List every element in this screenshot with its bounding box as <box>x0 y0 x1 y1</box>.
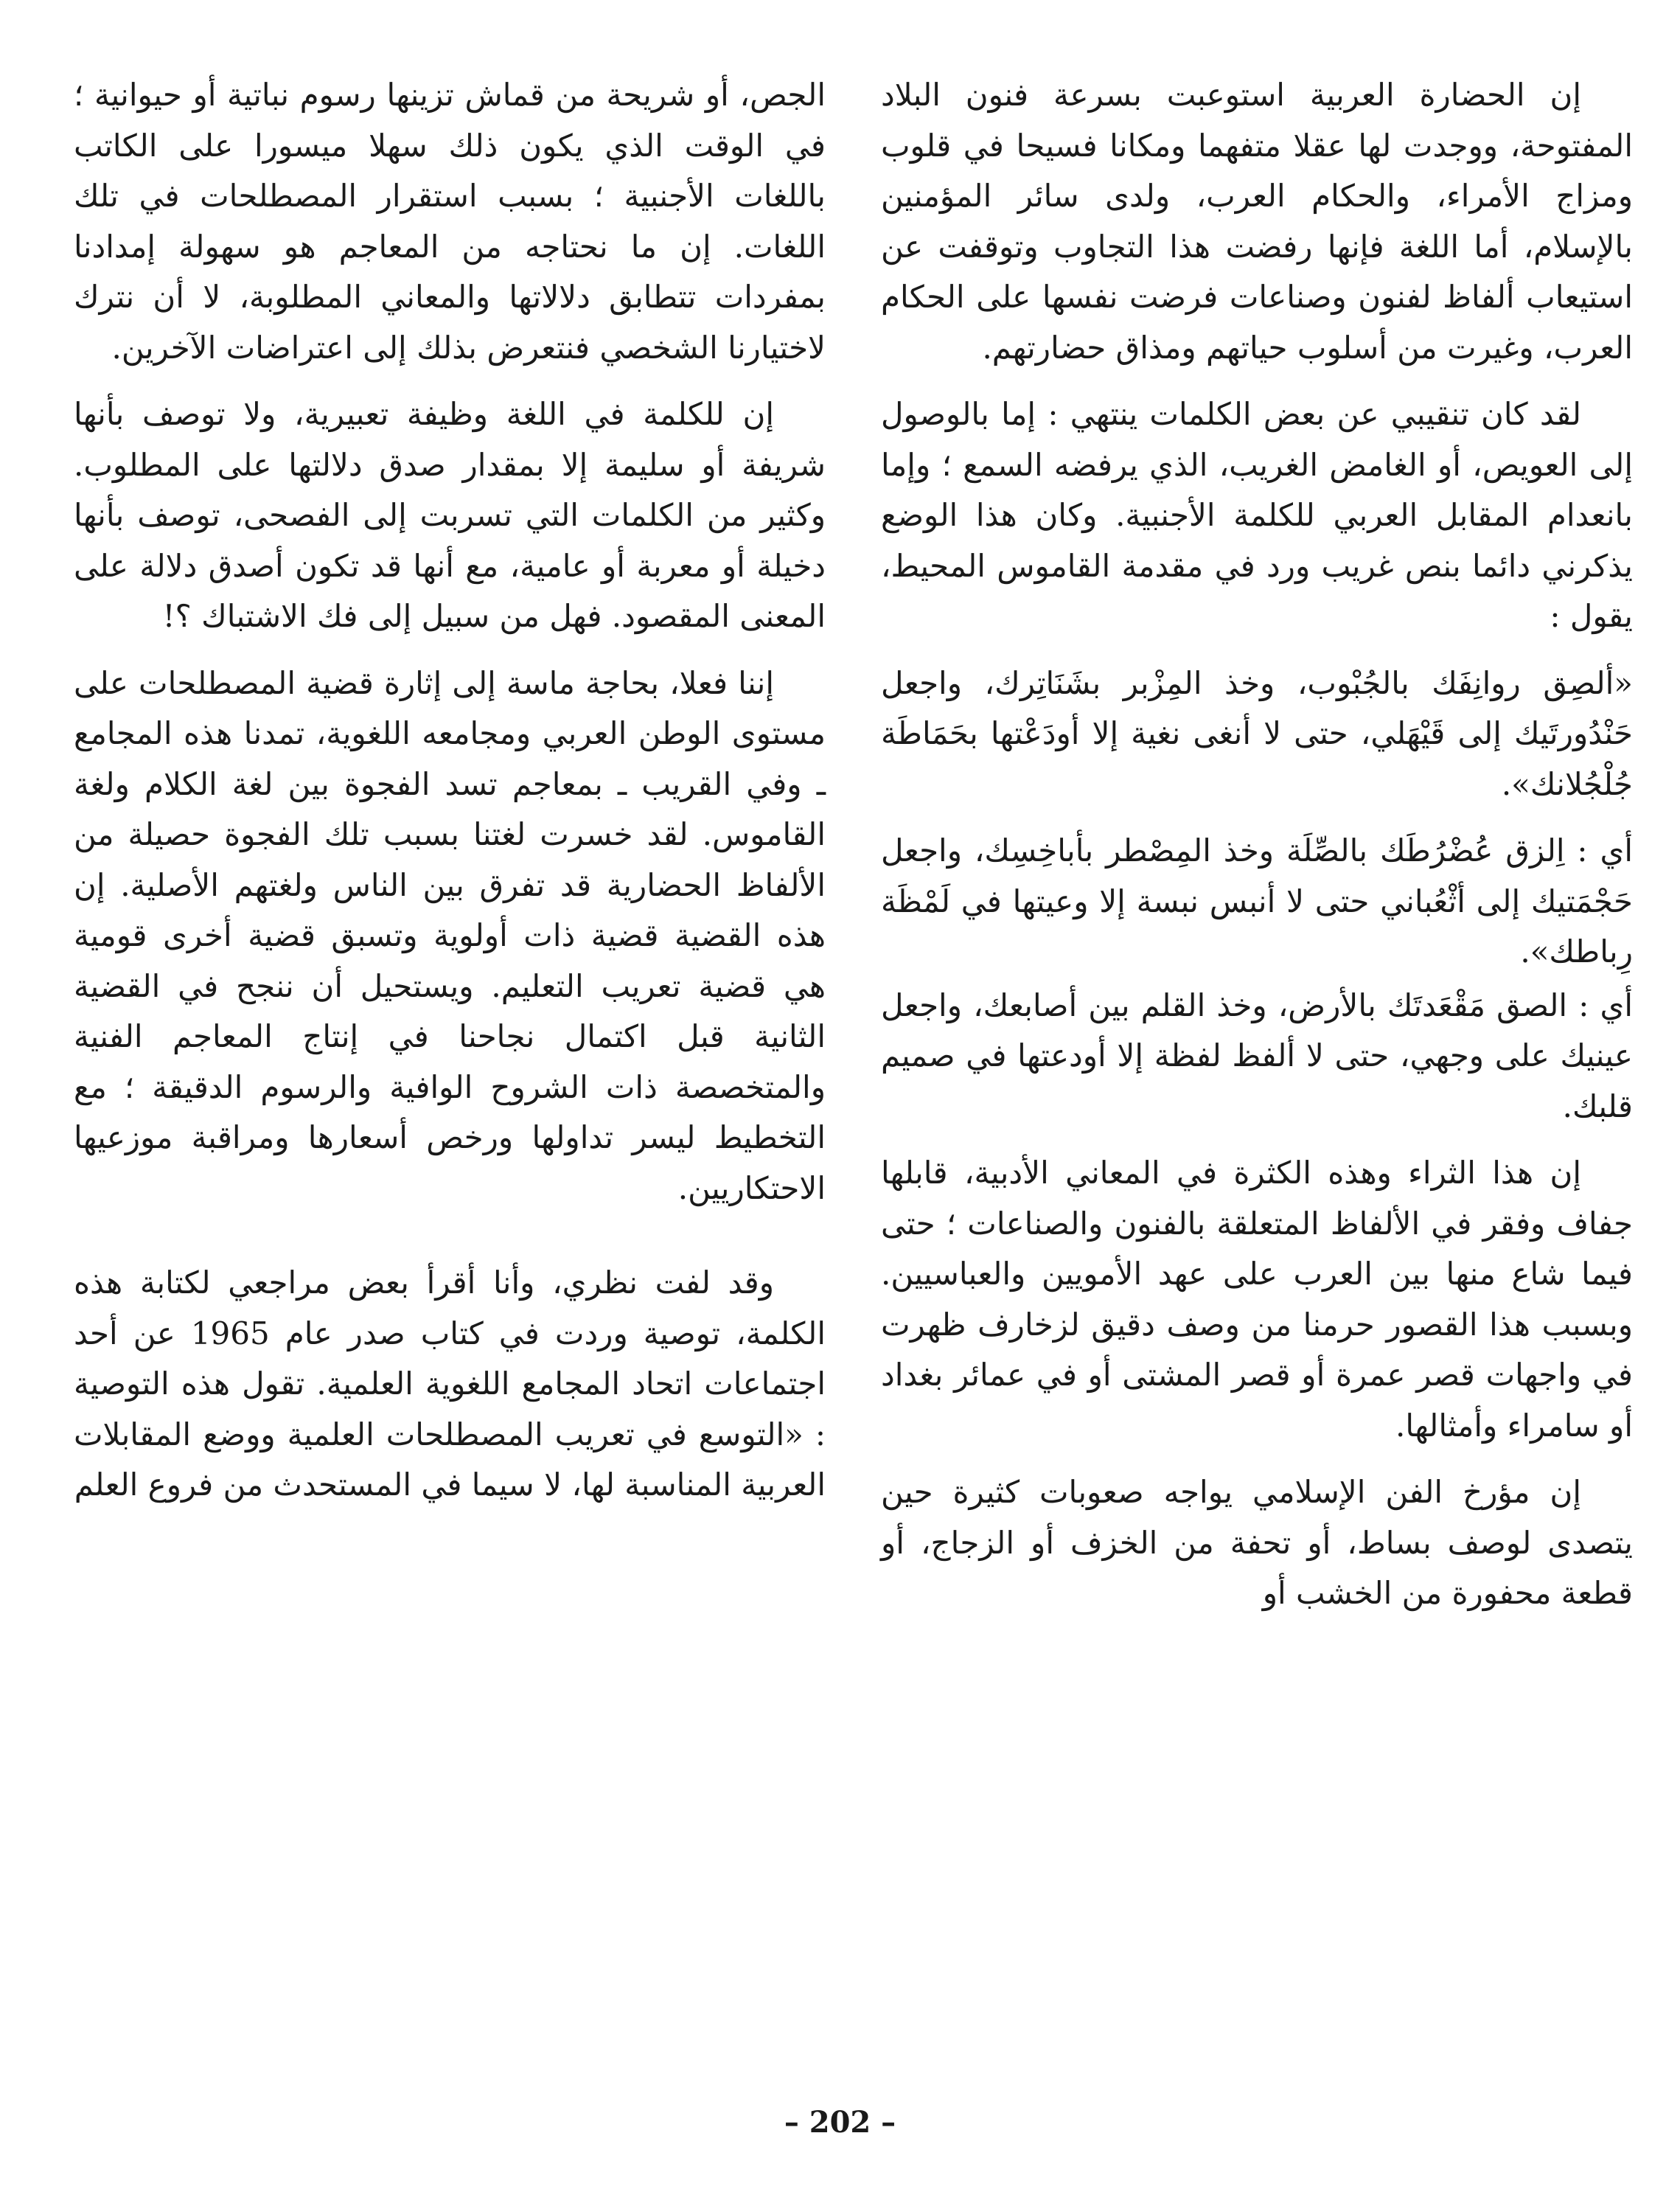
paragraph-arab-civilization: إن الحضارة العربية استوعبت بسرعة فنون البلاد المفتوحة، ووجدت لها عقلا متفهما ومكانا فسيحا في قلوب ومزاج الأمراء، والحكام العرب، ولدى سائر المؤمنين بالإسلام، أما اللغة فإنها رفضت هذا التجاوب وتوقفت عن استيعاب ألفاظ لفنون وصناعات فرضت نفسها على الحكام العرب، وغيرت من أسلوب حياتهم ومذاق حضارتهم. <box>881 77 1633 366</box>
paragraph-word-function: إن للكلمة في اللغة وظيفة تعبيرية، ولا توصف بأنها شريفة أو سليمة إلا بمقدار صدق دلالتها على المطلوب. وكثير من الكلمات التي تسربت إلى الفصحى، توصف بأنها دخيلة أو معربة أو عامية، مع أنها قد تكون أصدق دلالة على المعنى المقصود. فهل من سبيل إلى فك الاشتباك ؟! <box>74 396 826 634</box>
left-column <box>74 70 826 1511</box>
paragraph-art-historian: إن مؤرخ الفن الإسلامي يواجه صعوبات كثيرة حين يتصدى لوصف بساط، أو تحفة من الخزف أو الزجاج، أو قطعة محفورة من الخشب أو <box>881 1474 1633 1611</box>
paragraph-quote-explanation-1: أي : اِلزق عُضْرُطَك بالصِّلَة وخذ المِصْطر بأباخِسِك، واجعل حَجْمَتيك إلى أثْعُباني حتى لا أنبس نبسة إلا وعيتها في لَمْظَة رِباطك». <box>881 832 1633 970</box>
paragraph-richness-poverty: إن هذا الثراء وهذه الكثرة في المعاني الأدبية، قابلها جفاف وفقر في الألفاظ المتعلقة بالفنون والصناعات ؛ حتى فيما شاع منها بين العرب على عهد الأمويين والعباسيين. وبسبب هذا القصور حرمنا من وصف دقيق لزخارف ظهرت في واجهات قصر عمرة أو قصر المشتى أو في عمائر بغداد أو سامراء وأمثالها. <box>881 1155 1633 1444</box>
paragraph-plaster-continuation: الجص، أو شريحة من قماش تزينها رسوم نباتية أو حيوانية ؛ في الوقت الذي يكون ذلك سهلا ميسورا على الكاتب باللغات الأجنبية ؛ بسبب استقرار المصطلحات في تلك اللغات. إن ما نحتاجه من المعاجم هو سهولة إمدادنا بمفردات تتطابق دلالاتها والمعاني المطلوبة، لا أن نترك لاختيارنا الشخصي فنتعرض بذلك إلى اعتراضات الآخرين. <box>74 77 826 366</box>
paragraph-word-search: لقد كان تنقيبي عن بعض الكلمات ينتهي : إما بالوصول إلى العويص، أو الغامض الغريب، الذي يرفضه السمع ؛ وإما بانعدام المقابل العربي للكلمة الأجنبية. وكان هذا الوضع يذكرني دائما بنص غريب ورد في مقدمة القاموس المحيط، يقول : <box>881 396 1633 634</box>
paragraph-dictionary-quote: «ألصِق روانِفَك بالجُبْوب، وخذ المِزْبر بشَنَاتِرك، واجعل حَنْدُورتَيك إلى قَيْهَلي، حتى لا أنغى نغية إلا أودَعْتها بحَمَاطَة جُلْجُلانك». <box>881 664 1633 802</box>
paragraph-quote-explanation-2: أي : الصق مَقْعَدتَك بالأرض، وخذ القلم بين أصابعك، واجعل عينيك على وجهي، حتى لا ألفظ لفظة إلا أودعتها في صميم قلبك. <box>881 987 1633 1124</box>
page-number: – 202 – <box>784 2105 896 2140</box>
right-column <box>881 70 1633 1619</box>
paragraph-terminology-issue: إننا فعلا، بحاجة ماسة إلى إثارة قضية المصطلحات على مستوى الوطن العربي ومجامعه اللغوية، تمدنا هذه المجامع ـ وفي القريب ـ بمعاجم تسد الفجوة بين لغة الكلام ولغة القاموس. لقد خسرت لغتنا بسبب تلك الفجوة حصيلة من الألفاظ الحضارية قد تفرق بين الناس ولغتهم الأصلية. إن هذه القضية قضية ذات أولوية وتسبق قضية أخرى قومية هي قضية تعريب التعليم. ويستحيل أن ننجح في القضية الثانية قبل اكتمال نجاحنا في إنتاج المعاجم الفنية والمتخصصة ذات الشروح الوافية والرسوم الدقيقة ؛ مع التخطيط ليسر تداولها ورخص أسعارها ومراقبة موزعيها الاحتكاريين. <box>74 664 826 1206</box>
paragraph-recommendation: وقد لفت نظري، وأنا أقرأ بعض مراجعي لكتابة هذه الكلمة، توصية وردت في كتاب صدر عام 1965 عن أحد اجتماعات اتحاد المجامع اللغوية العلمية. تقول هذه التوصية : «التوسع في تعريب المصطلحات العلمية ووضع المقابلات العربية المناسبة لها، لا سيما في المستحدث من فروع العلم <box>74 1264 826 1503</box>
